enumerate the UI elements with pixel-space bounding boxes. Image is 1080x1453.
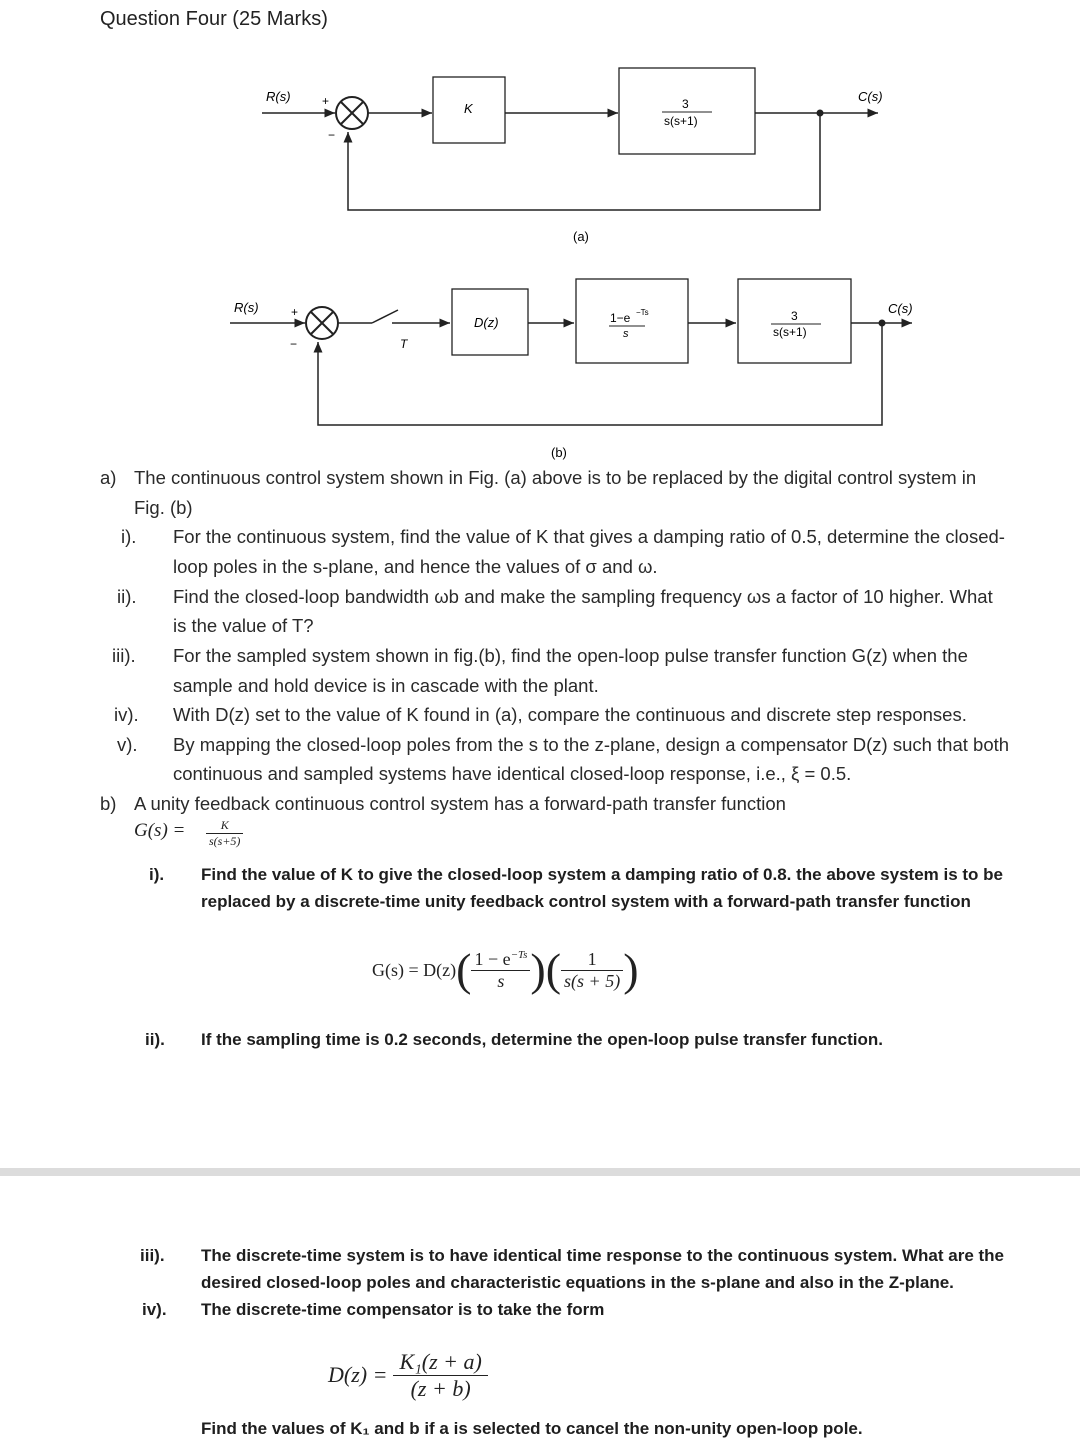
plant-numerator-b: 3 — [791, 309, 798, 323]
dz-numerator: K₁(z + a) — [393, 1349, 487, 1376]
gs-denominator: s(s+5) — [209, 834, 241, 848]
zoh-block — [576, 279, 688, 363]
caption-b: (b) — [551, 445, 567, 460]
question-text: The discrete-time system is to have identical time response to the continuous system. What are the — [201, 1246, 1004, 1265]
item-number: iv). — [114, 704, 139, 725]
zoh-denominator: s — [623, 328, 629, 340]
gs-lhs: G(s) = — [134, 820, 186, 841]
plant-block-a — [619, 68, 755, 154]
summing-junction-b — [306, 307, 338, 339]
item-number: iii). — [112, 645, 136, 666]
sampler-switch — [372, 310, 398, 323]
part-a-label: a) — [100, 467, 117, 488]
plant-denominator-b: s(s+1) — [773, 325, 807, 339]
part-a-line2: Fig. (b) — [134, 497, 193, 518]
plus-sign-b: + — [291, 305, 299, 319]
input-label-b: R(s) — [234, 300, 259, 315]
item-number: v). — [117, 734, 138, 755]
item-number: i). — [149, 865, 165, 884]
item-number: iv). — [142, 1300, 167, 1319]
minus-sign-b: − — [290, 337, 298, 351]
zoh-exponent: −Ts — [636, 308, 649, 317]
part-b-label: b) — [100, 793, 117, 814]
equation-gs: G(s) = D(z) ( $\frac{1 - e^{-Ts}}{s}$ )( $\frac{1}{s(s + 5)}$ ) — [372, 944, 639, 995]
page-title: Question Four (25 Marks) — [100, 8, 328, 30]
input-label-a: R(s) — [266, 89, 291, 104]
block-diagram-a — [0, 55, 1080, 250]
final-question: Find the values of K₁ and b if a is selected to cancel the non-unity open-loop pole. — [201, 1419, 863, 1438]
equation-dz — [328, 1340, 488, 1410]
question-text: For the continuous system, find the value of K that gives a damping ratio of 0.5, determine the closed- — [173, 526, 1005, 547]
item-number: i). — [121, 526, 137, 547]
question-text: is the value of T? — [173, 615, 314, 636]
eq-num2: 1 — [561, 949, 623, 971]
gain-label: K — [464, 101, 473, 116]
controller-label: D(z) — [474, 315, 499, 330]
question-text: continuous and sampled systems have identical closed-loop response, i.e., ξ = 0.5. — [173, 763, 852, 784]
question-text: With D(z) set to the value of K found in (a), compare the continuous and discrete step responses. — [173, 704, 967, 725]
eq-exp1: −Ts — [510, 948, 528, 961]
item-number: iii). — [140, 1246, 165, 1265]
block-diagram-b — [0, 270, 1080, 465]
item-number: ii). — [145, 1030, 165, 1049]
question-text: replaced by a discrete-time unity feedback control system with a forward-path transfer function — [201, 892, 971, 911]
caption-a: (a) — [573, 229, 589, 244]
gs-fraction — [206, 818, 243, 849]
eq-lhs: G(s) = D(z) — [372, 959, 457, 980]
page-break — [0, 1168, 1080, 1176]
question-text: desired closed-loop poles and characteristic equations in the s-plane and also in the Z-plane. — [201, 1273, 954, 1292]
eq-den1: s — [497, 970, 505, 991]
plant-numerator-a: 3 — [682, 97, 689, 111]
dz-lhs: D(z) = — [328, 1362, 388, 1387]
eq-num1: 1 − e — [474, 948, 511, 969]
part-a-line1: The continuous control system shown in Fig. (a) above is to be replaced by the digital control system in — [134, 467, 977, 488]
gs-numerator: K — [206, 818, 243, 834]
sampler-label: T — [400, 337, 408, 351]
plant-denominator-a: s(s+1) — [664, 114, 698, 128]
output-label-b: C(s) — [888, 301, 913, 316]
question-text: If the sampling time is 0.2 seconds, determine the open-loop pulse transfer function. — [201, 1030, 884, 1049]
question-text: For the sampled system shown in fig.(b), find the open-loop pulse transfer function G(z) when the — [173, 645, 968, 666]
summing-junction-a — [336, 97, 368, 129]
plus-sign-a: + — [322, 94, 330, 108]
question-text: sample and hold device is in cascade with the plant. — [173, 675, 599, 696]
minus-sign-a: − — [328, 128, 336, 142]
eq-den2: s(s + 5) — [564, 970, 621, 991]
question-text: The discrete-time compensator is to take the form — [201, 1300, 605, 1319]
dz-denominator: (z + b) — [410, 1375, 471, 1401]
question-text: Find the closed-loop bandwidth ωb and make the sampling frequency ωs a factor of 10 higher. What — [173, 586, 993, 607]
zoh-numerator: 1−e — [610, 311, 631, 325]
question-text: By mapping the closed-loop poles from the s to the z-plane, design a compensator D(z) such that both — [173, 734, 1010, 755]
output-label-a: C(s) — [858, 89, 883, 104]
question-text: Find the value of K to give the closed-loop system a damping ratio of 0.8. the above system is to be — [201, 865, 1003, 884]
question-text: loop poles in the s-plane, and hence the values of σ and ω. — [173, 556, 658, 577]
item-number: ii). — [117, 586, 137, 607]
part-b-line1: A unity feedback continuous control system has a forward-path transfer function — [134, 793, 786, 814]
